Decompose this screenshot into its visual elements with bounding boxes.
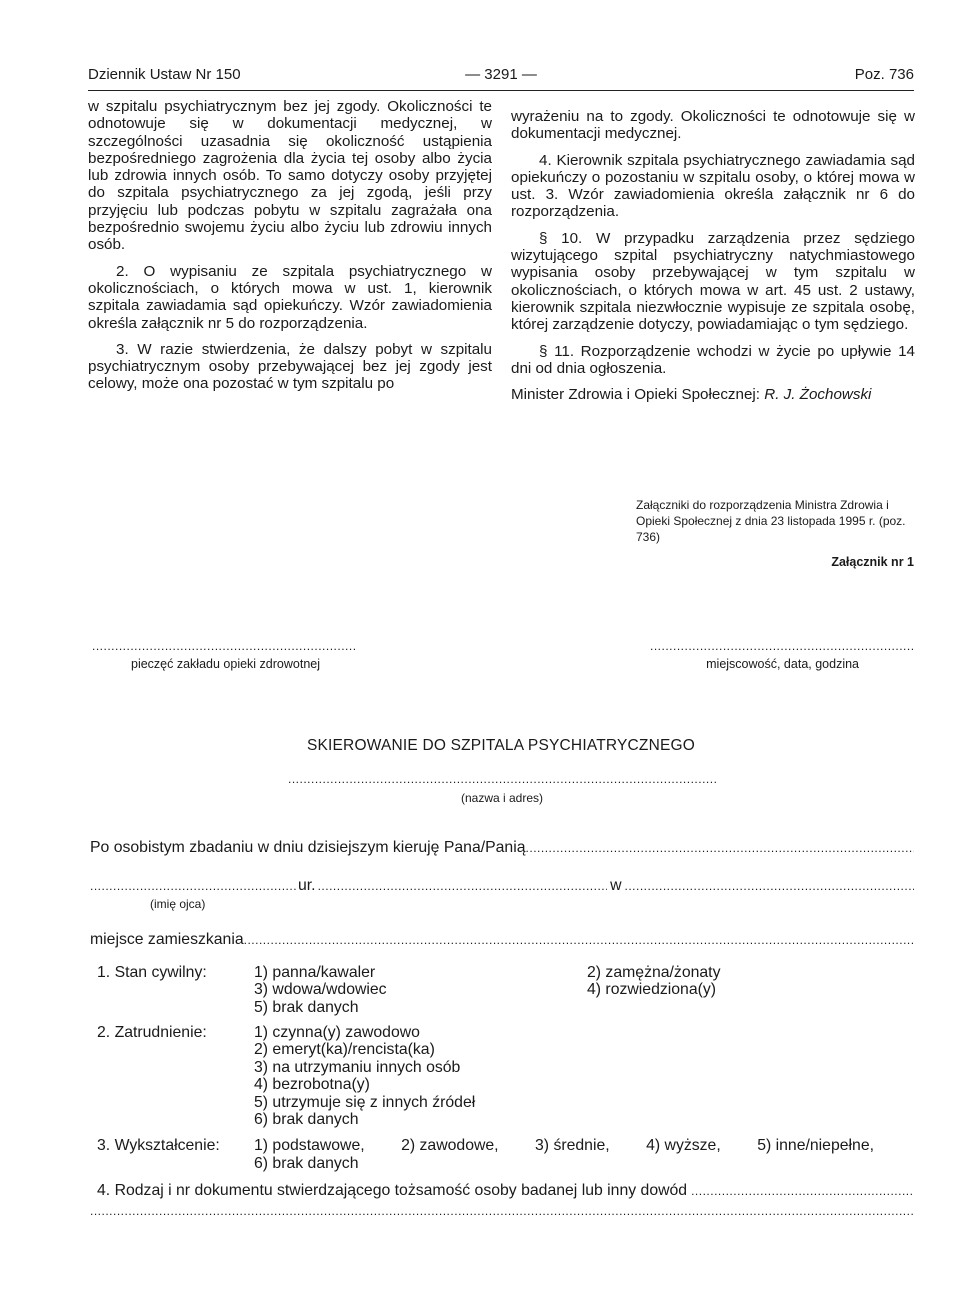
form-title: SKIEROWANIE DO SZPITALA PSYCHIATRYCZNEGO: [306, 737, 696, 754]
employment-option-3[interactable]: 3) na utrzymaniu innych osób: [254, 1058, 461, 1076]
journal-title: Dziennik Ustaw Nr 150: [88, 66, 241, 83]
education-option-4[interactable]: 4) wyższe,: [646, 1137, 721, 1154]
position-number: Poz. 736: [854, 66, 914, 83]
place-date-caption: miejscowość, data, godzina: [706, 657, 859, 671]
birth-line: [90, 877, 914, 895]
minister-prefix: Minister Zdrowia i Opieki Społecznej:: [511, 386, 765, 404]
father-name-field[interactable]: [90, 879, 296, 893]
left-paragraph-3: 3. W razie stwierdzenia, że dalszy pobyt w szpitalu psychiatrycznym osoby przebywającej bez jej zgody jest celowy, może ona pozostać w tym szpitalu po: [88, 340, 492, 393]
residence-line: [90, 931, 914, 949]
annex-number: Załącznik nr 1: [831, 555, 914, 569]
employment-label: 2. Zatrudnienie:: [97, 1024, 207, 1041]
identity-document-field-continued[interactable]: [90, 1205, 914, 1217]
annex-note: Załączniki do rozporządzenia Ministra Zdrowia i Opieki Społecznej z dnia 23 listopada 1995 r. (poz. 736): [636, 498, 906, 544]
facility-name-caption: (nazwa i adres): [460, 791, 544, 805]
right-paragraph-2: 4. Kierownik szpitala psychiatrycznego zawiadamia sąd opiekuńczy o pozostaniu w szpitalu osoby, o której mowa w ust. 3. Wzór zawiadomienia określa załącznik nr 6 do rozporządzenia.: [511, 151, 915, 221]
employment-option-4[interactable]: 4) bezrobotna(y): [254, 1076, 370, 1094]
education-option-5[interactable]: 5) inne/niepełne,: [757, 1137, 874, 1154]
birth-place-field[interactable]: [625, 879, 915, 893]
question-employment: [0, 1024, 960, 1132]
right-paragraph-3: § 10. W przypadku zarządzenia przez sędziego wizytującego szpital psychiatryczny natychmiastowego wypisania osoby przebywającej w tym szpitalu w okolicznościach, o których mowa w art. 45 ust. 2 ustawy, kierownik szpitala niezwłocznie wypisuje ze szpitala osobę, której zarządzenie dotyczy, powiadamiając o tym sędziego.: [511, 229, 915, 334]
question-identity-document: [97, 1182, 914, 1200]
stamp-line[interactable]: [92, 640, 357, 652]
employment-option-1[interactable]: 1) czynna(y) zawodowo: [254, 1024, 420, 1041]
referral-text: Po osobistym zbadaniu w dniu dzisiejszym kieruję Pana/Panią: [90, 839, 526, 856]
page-number: — 3291 —: [465, 66, 537, 83]
residence-label: miejsce zamieszkania: [90, 931, 244, 948]
left-paragraph-1: w szpitalu psychiatrycznym bez jej zgody. Okoliczności te odnotowuje się w dokumentacji medycznej, w szczególności uzasadnia się okoliczność ustąpienia bezpośredniego zagrożenia dla życia tej osoby albo życia lub zdrowia innych osób. To samo dotyczy osoby przyjętej do szpitala psychiatrycznego za jej zgodą, jeśli przy przyjęciu lub podczas pobytu w szpitalu zagrażała ona bezpośrednio swojemu życiu albo życiu lub zdrowiu innych osób.: [88, 98, 492, 254]
marital-option-1[interactable]: 1) panna/kawaler: [254, 964, 376, 981]
employment-option-6[interactable]: 6) brak danych: [254, 1111, 359, 1128]
born-in-label: w: [610, 877, 622, 894]
header-rule: [88, 90, 914, 91]
marital-label: 1. Stan cywilny:: [97, 964, 207, 981]
left-column: [88, 98, 492, 402]
right-column: [511, 108, 915, 412]
minister-signature: [511, 386, 915, 403]
left-paragraph-2: 2. O wypisaniu ze szpitala psychiatrycznego w okolicznościach, o których mowa w ust. 1, kierownik szpitala zawiadamia sąd opiekuńczy. Wzór zawiadomienia określa załącznik nr 5 do rozporządzenia.: [88, 262, 492, 332]
birth-date-field[interactable]: [318, 879, 608, 893]
employment-option-5[interactable]: 5) utrzymuje się z innych źródeł: [254, 1093, 476, 1111]
right-paragraph-1: wyrażeniu na to zgody. Okoliczności te odnotowuje się w dokumentacji medycznej.: [511, 108, 915, 143]
education-option-3[interactable]: 3) średnie,: [535, 1137, 610, 1154]
page-header: [88, 66, 914, 88]
patient-name-field[interactable]: [526, 841, 914, 855]
stamp-caption: pieczęć zakładu opieki zdrowotnej: [131, 657, 320, 671]
marital-option-2[interactable]: 2) zamężna/żonaty: [587, 964, 721, 981]
facility-name-line[interactable]: [288, 773, 716, 785]
marital-option-3[interactable]: 3) wdowa/wdowiec: [254, 981, 387, 999]
education-option-2[interactable]: 2) zawodowe,: [401, 1137, 499, 1154]
minister-name: R. J. Żochowski: [764, 386, 872, 404]
education-option-1[interactable]: 1) podstawowe,: [254, 1137, 365, 1154]
identity-document-label: 4. Rodzaj i nr dokumentu stwierdzającego tożsamość osoby badanej lub inny dowód: [97, 1182, 688, 1199]
residence-field[interactable]: [244, 933, 914, 947]
education-options-row: [254, 1137, 874, 1154]
place-date-line[interactable]: [650, 640, 914, 652]
referral-line: [90, 839, 914, 857]
right-paragraph-4: § 11. Rozporządzenie wchodzi w życie po upływie 14 dni od dnia ogłoszenia.: [511, 342, 915, 377]
identity-document-field[interactable]: [687, 1184, 914, 1198]
employment-option-2[interactable]: 2) emeryt(ka)/rencista(ka): [254, 1041, 435, 1059]
question-education: [0, 1137, 960, 1177]
marital-option-4[interactable]: 4) rozwiedziona(y): [587, 981, 717, 999]
question-marital-status: [0, 964, 960, 1020]
marital-option-5[interactable]: 5) brak danych: [254, 998, 359, 1016]
father-caption: (imię ojca): [150, 897, 206, 911]
born-label: ur.: [298, 877, 316, 894]
education-option-6[interactable]: 6) brak danych: [254, 1155, 359, 1172]
education-label: 3. Wykształcenie:: [97, 1137, 220, 1154]
